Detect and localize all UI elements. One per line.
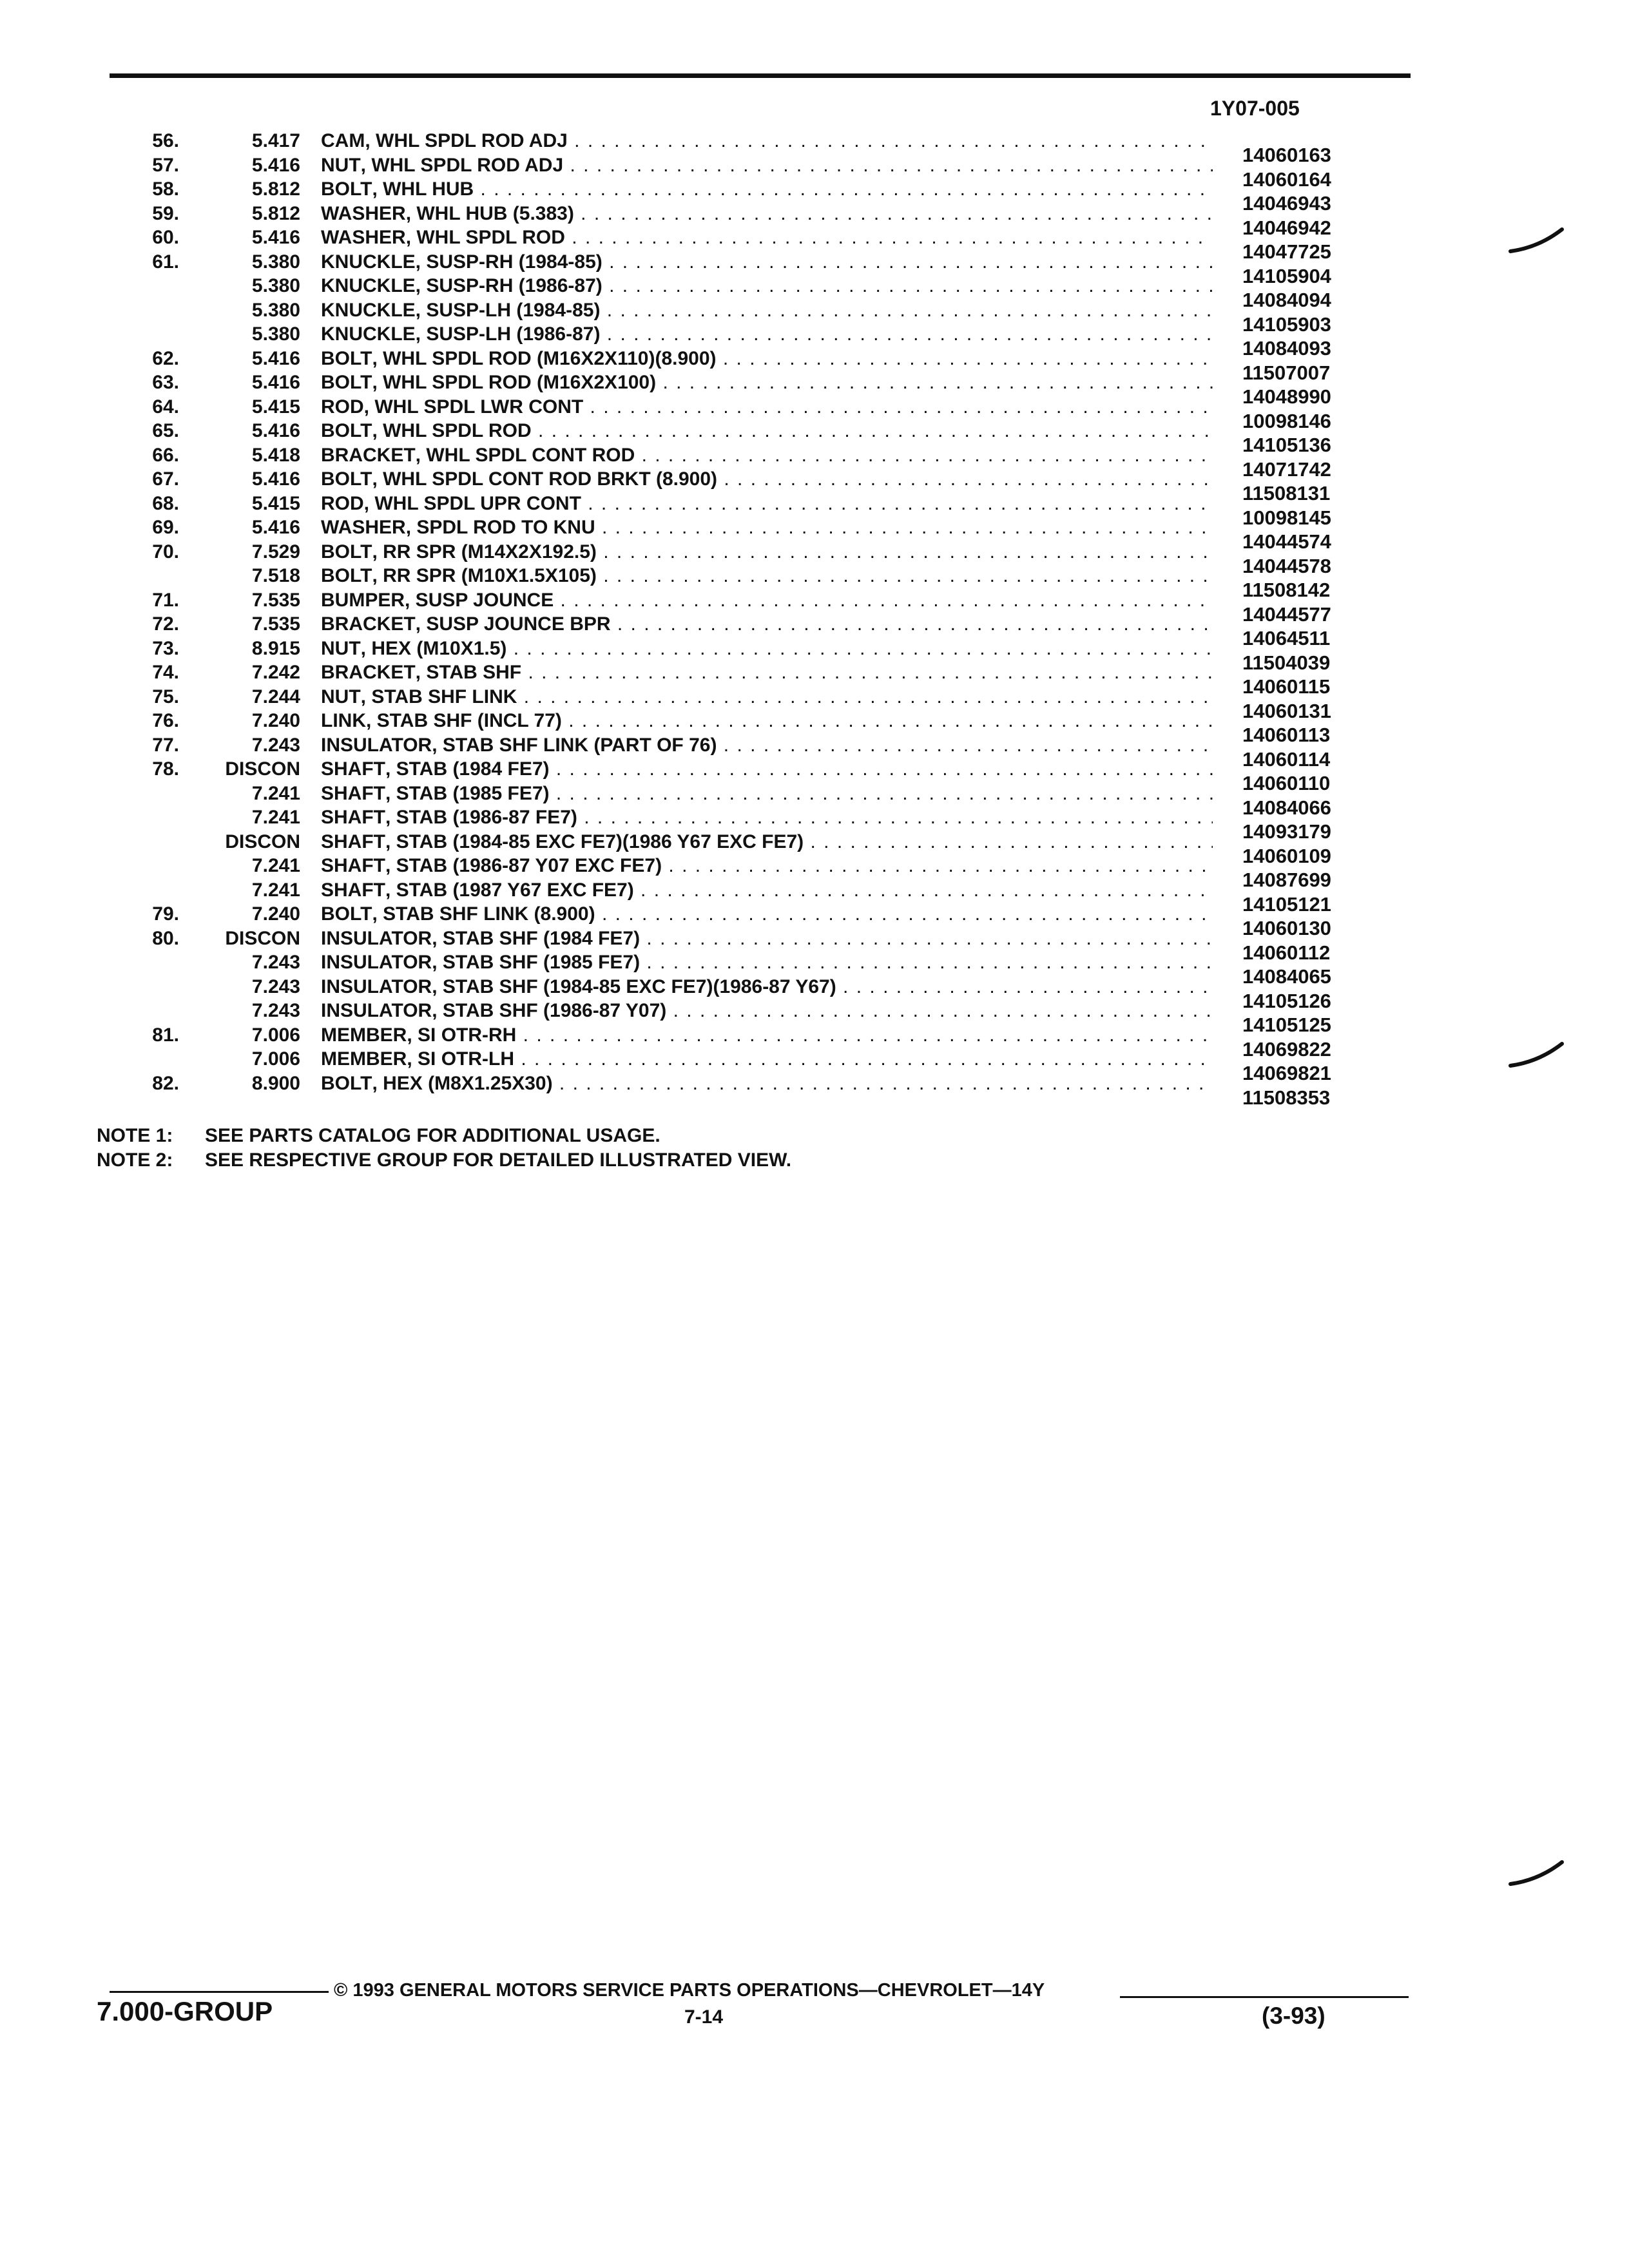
item-number: 74. xyxy=(152,662,179,683)
group-number: 5.380 xyxy=(251,299,300,321)
part-name: CAM xyxy=(321,131,365,151)
item-number: 56. xyxy=(152,130,179,151)
part-name: WASHER xyxy=(321,518,406,537)
group-number: 5.416 xyxy=(251,372,300,393)
part-name: NUT xyxy=(321,155,361,175)
item-number: 68. xyxy=(152,492,179,514)
part-name: LINK xyxy=(321,711,366,731)
part-name: BOLT xyxy=(321,542,372,562)
part-description xyxy=(321,760,1213,779)
part-qualifier: , WHL SPDL ROD (M16X2X110)(8.900) xyxy=(372,349,717,369)
part-qualifier: , SI OTR-LH xyxy=(407,1050,514,1069)
part-number: 14044577 xyxy=(1242,602,1331,626)
binder-hole-mark xyxy=(1508,227,1567,255)
part-qualifier: , STAB (1984-85 EXC FE7)(1986 Y67 EXC FE7) xyxy=(385,832,804,852)
item-number: 72. xyxy=(152,613,179,635)
group-number: 7.243 xyxy=(251,734,300,756)
item-number: 80. xyxy=(152,927,179,949)
footer-rule-right xyxy=(1120,1996,1409,1998)
part-qualifier: , WHL SPDL CONT ROD BRKT (8.900) xyxy=(372,470,718,489)
part-description xyxy=(321,808,1213,827)
part-number: 14087699 xyxy=(1242,869,1331,891)
group-number: 7.243 xyxy=(251,1000,300,1021)
group-number: 7.242 xyxy=(251,662,300,683)
group-number: 8.915 xyxy=(251,637,300,659)
part-description xyxy=(321,663,1213,682)
group-number: 7.006 xyxy=(251,1048,300,1070)
item-number: 64. xyxy=(152,396,179,418)
part-number: 14060130 xyxy=(1242,917,1331,939)
part-description xyxy=(321,639,1213,658)
part-qualifier: , SUSP-RH (1984-85) xyxy=(415,252,602,272)
part-qualifier: , STAB (1987 Y67 EXC FE7) xyxy=(385,880,634,900)
part-qualifier: , SUSP JOUNCE xyxy=(405,590,554,610)
part-number: 14105136 xyxy=(1242,434,1331,456)
part-qualifier: , RR SPR (M10X1.5X105) xyxy=(372,566,597,586)
part-qualifier: , STAB SHF (1985 FE7) xyxy=(432,953,641,972)
part-name: BOLT xyxy=(321,421,372,441)
document-code: 1Y07-005 xyxy=(1210,97,1300,120)
part-description xyxy=(321,204,1213,224)
part-description xyxy=(321,856,1213,876)
item-number: 82. xyxy=(152,1072,179,1094)
item-number: 76. xyxy=(152,710,179,731)
part-description xyxy=(321,929,1213,948)
group-number: 7.241 xyxy=(251,782,300,804)
item-number: 73. xyxy=(152,637,179,659)
part-name: BUMPER xyxy=(321,590,405,610)
note-label: NOTE 2: xyxy=(97,1149,173,1171)
part-qualifier: , STAB SHF LINK (8.900) xyxy=(372,905,595,924)
part-qualifier: , STAB (1984 FE7) xyxy=(385,760,550,779)
group-number: 7.244 xyxy=(251,686,300,707)
group-number: DISCON xyxy=(225,758,300,780)
group-number: 5.812 xyxy=(251,178,300,200)
footer-rule-left xyxy=(110,1991,329,1993)
part-name: SHAFT xyxy=(321,783,385,803)
part-qualifier: , HEX (M8X1.25X30) xyxy=(372,1073,553,1093)
part-number: 14060113 xyxy=(1242,724,1331,746)
part-number: 10098146 xyxy=(1242,409,1331,432)
part-number: 14048990 xyxy=(1242,385,1331,408)
part-number: 11504039 xyxy=(1242,651,1331,674)
part-name: ROD xyxy=(321,494,364,514)
part-number: 14047725 xyxy=(1242,240,1331,263)
part-description xyxy=(321,518,1213,537)
part-description xyxy=(321,156,1213,175)
part-name: SHAFT xyxy=(321,760,385,779)
part-number: 14046942 xyxy=(1242,216,1331,239)
group-number: 7.243 xyxy=(251,952,300,973)
part-name: WASHER xyxy=(321,228,406,247)
group-number: 5.416 xyxy=(251,420,300,441)
item-number: 77. xyxy=(152,734,179,756)
part-description xyxy=(321,881,1213,900)
part-name: WASHER xyxy=(321,204,406,224)
part-description xyxy=(321,566,1213,586)
item-number: 79. xyxy=(152,903,179,925)
group-number: 8.900 xyxy=(251,1072,300,1094)
part-qualifier: , SUSP-LH (1984-85) xyxy=(415,300,601,320)
part-number: 14105125 xyxy=(1242,1014,1331,1036)
part-name: SHAFT xyxy=(321,880,385,900)
item-number: 63. xyxy=(152,372,179,393)
group-number: 7.241 xyxy=(251,879,300,901)
part-name: NUT xyxy=(321,687,361,707)
revision-date: (3-93) xyxy=(1262,2003,1325,2029)
group-number: 5.416 xyxy=(251,517,300,538)
part-number: 14105903 xyxy=(1242,312,1331,336)
group-number: 7.529 xyxy=(251,541,300,562)
part-name: BOLT xyxy=(321,373,372,392)
part-number: 14093179 xyxy=(1242,820,1331,843)
part-qualifier: , STAB SHF (1984-85 EXC FE7)(1986-87 Y67) xyxy=(432,977,836,997)
part-description xyxy=(321,131,1213,151)
part-name: SHAFT xyxy=(321,832,385,852)
item-number: 70. xyxy=(152,541,179,562)
part-description xyxy=(321,1074,1213,1093)
note-text: SEE RESPECTIVE GROUP FOR DETAILED ILLUSTRATED VIEW. xyxy=(205,1149,792,1171)
part-number: 11507007 xyxy=(1242,361,1331,384)
part-number: 14084093 xyxy=(1242,337,1331,360)
group-number: 5.418 xyxy=(251,444,300,466)
part-description xyxy=(321,591,1213,610)
part-name: BRACKET xyxy=(321,663,416,682)
part-number: 14105126 xyxy=(1242,989,1331,1012)
part-qualifier: , STAB SHF (INCL 77) xyxy=(366,711,562,731)
part-description xyxy=(321,543,1213,562)
part-name: ROD xyxy=(321,397,364,417)
part-description xyxy=(321,736,1213,755)
item-number: 78. xyxy=(152,758,179,780)
part-number: 14071742 xyxy=(1242,457,1331,481)
part-name: INSULATOR xyxy=(321,977,432,997)
part-description xyxy=(321,349,1213,369)
part-qualifier: , SPDL ROD TO KNU xyxy=(405,518,595,537)
top-rule xyxy=(110,73,1411,78)
part-description xyxy=(321,301,1213,320)
part-qualifier: , HEX (M10X1.5) xyxy=(360,639,507,658)
part-number: 11508131 xyxy=(1242,482,1331,505)
item-number: 71. xyxy=(152,589,179,611)
group-number: 5.416 xyxy=(251,154,300,176)
item-number: 60. xyxy=(152,227,179,248)
part-number: 14105121 xyxy=(1242,892,1331,916)
part-description xyxy=(321,494,1213,514)
part-qualifier: , STAB (1985 FE7) xyxy=(385,783,550,803)
part-qualifier: , STAB SHF LINK (PART OF 76) xyxy=(432,735,717,755)
part-name: NUT xyxy=(321,639,361,658)
item-number: 58. xyxy=(152,178,179,200)
part-name: BOLT xyxy=(321,349,372,369)
note-label: NOTE 1: xyxy=(97,1125,173,1146)
part-description xyxy=(321,446,1213,465)
part-name: INSULATOR xyxy=(321,1001,432,1021)
part-qualifier: , STAB SHF (1986-87 Y07) xyxy=(432,1001,667,1021)
group-number: 5.380 xyxy=(251,323,300,345)
part-name: BRACKET xyxy=(321,445,416,465)
part-number: 14064511 xyxy=(1242,627,1331,649)
part-number: 14060109 xyxy=(1242,844,1331,867)
part-name: KNUCKLE xyxy=(321,276,416,296)
part-qualifier: , STAB SHF (1984 FE7) xyxy=(432,928,641,948)
part-qualifier: , WHL SPDL LWR CONT xyxy=(363,397,584,417)
part-qualifier: , RR SPR (M14X2X192.5) xyxy=(372,542,597,562)
group-number: 7.535 xyxy=(251,613,300,635)
part-qualifier: , STAB SHF LINK xyxy=(360,687,517,707)
group-number: 7.240 xyxy=(251,710,300,731)
part-name: BRACKET xyxy=(321,615,416,634)
group-number: 7.240 xyxy=(251,903,300,925)
part-description xyxy=(321,687,1213,707)
notes-section xyxy=(97,1124,791,1173)
part-qualifier: , SUSP-LH (1986-87) xyxy=(415,325,601,344)
item-number: 59. xyxy=(152,202,179,224)
parts-list xyxy=(0,130,1629,1109)
part-name: KNUCKLE xyxy=(321,325,416,344)
group-number: 7.241 xyxy=(251,855,300,876)
part-description xyxy=(321,905,1213,924)
part-description xyxy=(321,421,1213,441)
group-number: 7.518 xyxy=(251,565,300,586)
item-number: 75. xyxy=(152,686,179,707)
note-text: SEE PARTS CATALOG FOR ADDITIONAL USAGE. xyxy=(205,1125,660,1146)
group-number: DISCON xyxy=(225,831,300,852)
footer-group-label: 7.000-GROUP xyxy=(97,1996,273,2026)
part-qualifier: , WHL SPDL UPR CONT xyxy=(363,494,581,514)
group-number: 5.415 xyxy=(251,396,300,418)
part-number: 14060131 xyxy=(1242,699,1331,722)
footer-copyright: © 1993 GENERAL MOTORS SERVICE PARTS OPERATIONS—CHEVROLET—14Y xyxy=(334,1980,1045,2001)
part-qualifier: , STAB (1986-87 Y07 EXC FE7) xyxy=(385,856,662,876)
binder-hole-mark xyxy=(1508,1860,1567,1888)
item-number: 62. xyxy=(152,347,179,369)
part-number: 14069822 xyxy=(1242,1037,1331,1061)
item-number: 57. xyxy=(152,154,179,176)
part-description xyxy=(321,398,1213,417)
part-qualifier: , WHL HUB xyxy=(372,180,474,199)
part-number: 14060163 xyxy=(1242,144,1331,166)
part-number: 14046943 xyxy=(1242,192,1331,215)
item-number: 69. xyxy=(152,517,179,538)
part-description xyxy=(321,325,1213,344)
part-number: 14084065 xyxy=(1242,965,1331,988)
group-number: DISCON xyxy=(225,927,300,949)
group-number: 7.535 xyxy=(251,589,300,611)
part-name: BOLT xyxy=(321,1073,372,1093)
part-description xyxy=(321,253,1213,272)
part-name: KNUCKLE xyxy=(321,300,416,320)
part-qualifier: , STAB (1986-87 FE7) xyxy=(385,808,577,827)
part-description xyxy=(321,1050,1213,1069)
part-number: 14084066 xyxy=(1242,796,1331,819)
part-qualifier: , STAB SHF xyxy=(415,663,522,682)
part-description xyxy=(321,1026,1213,1045)
item-number: 67. xyxy=(152,468,179,490)
group-number: 7.243 xyxy=(251,975,300,997)
part-qualifier: , WHL SPDL ROD ADJ xyxy=(360,155,564,175)
page-number: 7-14 xyxy=(684,2006,724,2028)
part-description xyxy=(321,977,1213,997)
part-qualifier: , WHL SPDL ROD xyxy=(372,421,532,441)
part-number: 14105904 xyxy=(1242,264,1331,287)
part-description xyxy=(321,470,1213,489)
part-qualifier: , SUSP-RH (1986-87) xyxy=(415,276,602,296)
part-description xyxy=(321,784,1213,803)
part-number: 14044574 xyxy=(1242,530,1331,553)
part-number: 14084094 xyxy=(1242,289,1331,311)
part-qualifier: , SI OTR-RH xyxy=(407,1025,517,1045)
part-qualifier: , WHL SPDL ROD (M16X2X100) xyxy=(372,373,657,392)
part-number: 11508353 xyxy=(1242,1086,1331,1109)
part-description xyxy=(321,1001,1213,1021)
part-number: 14060114 xyxy=(1242,747,1331,771)
group-number: 5.812 xyxy=(251,202,300,224)
part-description xyxy=(321,180,1213,199)
part-name: INSULATOR xyxy=(321,735,432,755)
part-description xyxy=(321,832,1213,852)
part-number: 14069821 xyxy=(1242,1062,1331,1084)
part-description xyxy=(321,953,1213,972)
item-number: 65. xyxy=(152,420,179,441)
group-number: 5.416 xyxy=(251,347,300,369)
part-description xyxy=(321,373,1213,392)
part-description xyxy=(321,711,1213,731)
part-name: SHAFT xyxy=(321,856,385,876)
binder-hole-mark xyxy=(1508,1041,1567,1070)
group-number: 7.241 xyxy=(251,807,300,828)
part-name: MEMBER xyxy=(321,1050,407,1069)
part-name: INSULATOR xyxy=(321,928,432,948)
part-name: MEMBER xyxy=(321,1025,407,1045)
part-description xyxy=(321,228,1213,247)
part-number: 11508142 xyxy=(1242,579,1331,601)
group-number: 5.380 xyxy=(251,275,300,296)
group-number: 5.380 xyxy=(251,251,300,273)
part-number: 14060115 xyxy=(1242,675,1331,698)
part-name: BOLT xyxy=(321,566,372,586)
part-name: BOLT xyxy=(321,905,372,924)
part-qualifier: , SUSP JOUNCE BPR xyxy=(415,615,611,634)
note xyxy=(97,1148,791,1173)
part-name: KNUCKLE xyxy=(321,252,416,272)
part-qualifier: , WHL HUB (5.383) xyxy=(405,204,574,224)
part-qualifier: , WHL SPDL CONT ROD xyxy=(415,445,635,465)
part-qualifier: , WHL SPDL ROD xyxy=(405,228,565,247)
group-number: 5.417 xyxy=(251,130,300,151)
part-number: 14060112 xyxy=(1242,941,1331,964)
group-number: 7.006 xyxy=(251,1024,300,1046)
part-name: BOLT xyxy=(321,470,372,489)
part-name: BOLT xyxy=(321,180,372,199)
part-number: 14044578 xyxy=(1242,554,1331,577)
part-qualifier: , WHL SPDL ROD ADJ xyxy=(365,131,568,151)
part-number: 14060110 xyxy=(1242,772,1331,794)
group-number: 5.416 xyxy=(251,468,300,490)
part-number: 14060164 xyxy=(1242,168,1331,191)
part-description xyxy=(321,615,1213,634)
part-name: SHAFT xyxy=(321,808,385,827)
note xyxy=(97,1124,791,1148)
item-number: 81. xyxy=(152,1024,179,1046)
group-number: 5.415 xyxy=(251,492,300,514)
part-number: 10098145 xyxy=(1242,506,1331,529)
group-number: 5.416 xyxy=(251,227,300,248)
item-number: 61. xyxy=(152,251,179,273)
part-name: INSULATOR xyxy=(321,953,432,972)
part-description xyxy=(321,276,1213,296)
item-number: 66. xyxy=(152,444,179,466)
